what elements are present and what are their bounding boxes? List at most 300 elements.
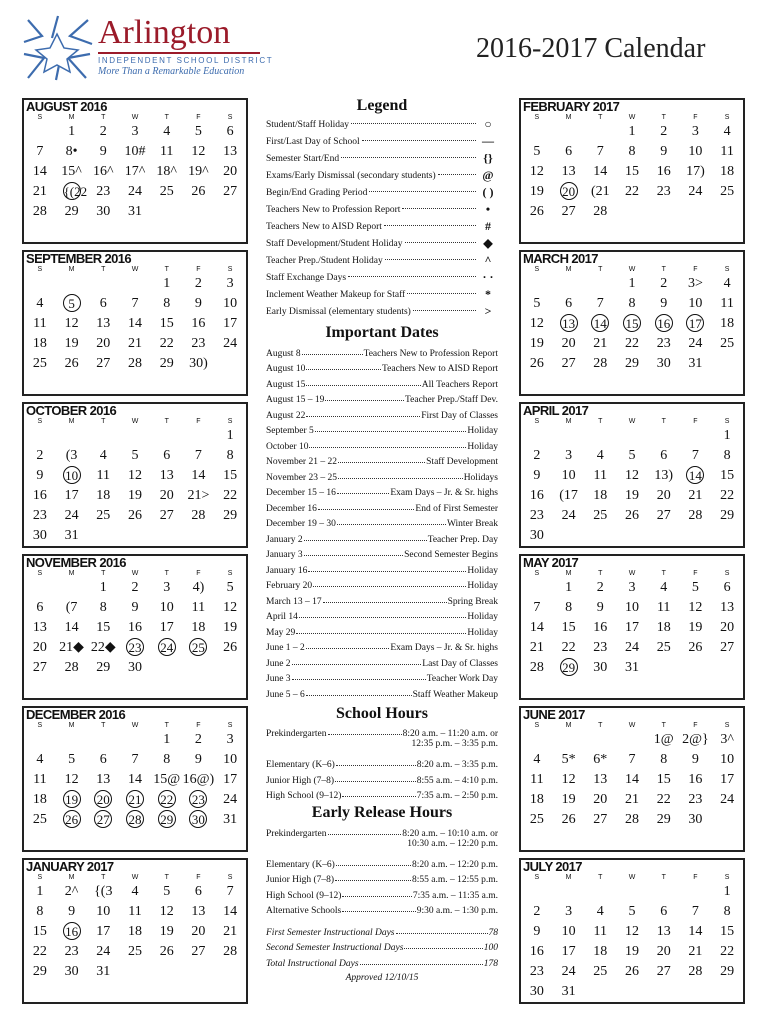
day-cell xyxy=(553,314,585,334)
instructional-value: 78 xyxy=(488,927,498,938)
day-cell: 6 xyxy=(194,884,202,899)
weekday-label: T xyxy=(101,418,106,425)
weekday-label: S xyxy=(227,722,233,729)
weekday-label: M xyxy=(565,874,572,881)
day-cell: 14 xyxy=(223,904,238,919)
day-cell: 13) xyxy=(654,468,674,483)
month-title: AUGUST 2016 xyxy=(26,99,107,114)
day-cell: 5 xyxy=(68,752,76,767)
weekday-label: T xyxy=(164,266,169,273)
day-cell: 18 xyxy=(720,316,735,331)
day-cell: 6 xyxy=(163,448,171,463)
empty-cell xyxy=(553,274,585,294)
empty-cell xyxy=(680,882,712,902)
day-cell: 12 xyxy=(191,144,206,159)
day-cell: 25 xyxy=(96,508,111,523)
weekday-label: T xyxy=(598,114,603,121)
day-grid xyxy=(521,730,743,830)
weekday-label: T xyxy=(661,114,666,121)
day-cell: 25 xyxy=(127,944,142,959)
leader-dots xyxy=(292,679,426,680)
day-cell: 20 xyxy=(32,640,47,655)
date-label: January 16 xyxy=(266,565,308,576)
date-label: October 10 xyxy=(266,441,309,452)
header xyxy=(0,0,768,92)
legend-row xyxy=(266,133,498,150)
date-row xyxy=(266,545,498,561)
day-cell: 22 xyxy=(32,944,47,959)
day-cell: 14 xyxy=(127,316,142,331)
hours-time: 8:20 a.m. – 10:10 a.m. or xyxy=(402,828,498,839)
weekday-label: T xyxy=(101,722,106,729)
day-cell xyxy=(680,314,712,334)
day-cell: 13 xyxy=(223,144,238,159)
day-cell: 22 xyxy=(720,944,735,959)
weekday-label: T xyxy=(101,874,106,881)
weekday-label: S xyxy=(227,114,233,121)
date-label: June 2 xyxy=(266,658,291,669)
date-row xyxy=(266,638,498,654)
date-label: August 8 xyxy=(266,348,301,359)
day-cell: 10 xyxy=(720,752,735,767)
weekday-label: S xyxy=(37,570,43,577)
day-cell: 22 xyxy=(561,640,576,655)
date-label: August 15 – 19 xyxy=(266,395,325,405)
day-grid xyxy=(521,578,743,678)
month-title: DECEMBER 2016 xyxy=(26,707,126,722)
day-cell: 4 xyxy=(131,884,139,899)
day-cell: 11 xyxy=(593,468,608,483)
weekday-label: S xyxy=(724,570,730,577)
day-cell: 23 xyxy=(656,184,671,199)
day-cell: 9 xyxy=(533,468,541,483)
empty-cell xyxy=(56,730,88,750)
day-cell xyxy=(616,314,648,334)
weekday-label: M xyxy=(565,418,572,425)
leader-dots xyxy=(337,524,446,525)
legend-label: Inclement Weather Makeup for Staff xyxy=(266,289,406,300)
day-cell: 7 xyxy=(131,752,139,767)
day-cell: 19 xyxy=(64,336,79,351)
day-cell: 18 xyxy=(32,336,47,351)
day-cell: 26 xyxy=(191,184,206,199)
holiday-circle: 26 xyxy=(63,810,81,828)
day-cell: 23 xyxy=(529,964,544,979)
day-grid xyxy=(521,882,743,1002)
brand-tagline: More Than a Remarkable Education xyxy=(98,66,245,77)
day-cell: 6 xyxy=(99,752,107,767)
month-title: MARCH 2017 xyxy=(523,251,598,266)
day-cell: 29 xyxy=(159,356,174,371)
day-grid xyxy=(24,274,246,374)
day-cell: 24 xyxy=(688,336,703,351)
day-cell: 6 xyxy=(660,904,668,919)
day-cell: 28 xyxy=(32,204,47,219)
holiday-circle: 27 xyxy=(94,810,112,828)
day-cell: 20 xyxy=(191,924,206,939)
day-cell: 12 xyxy=(688,600,703,615)
day-cell: 24 xyxy=(96,944,111,959)
legend-symbol: ^ xyxy=(484,253,492,267)
weekday-label: F xyxy=(693,722,698,729)
day-cell: 14 xyxy=(688,924,703,939)
weekday-label: W xyxy=(131,570,139,577)
day-cell: 11 xyxy=(191,600,206,615)
day-cell: 17 xyxy=(720,772,735,787)
month-title: NOVEMBER 2016 xyxy=(26,555,126,570)
empty-cell xyxy=(87,426,119,446)
day-cell: 11 xyxy=(593,924,608,939)
day-cell: 6 xyxy=(565,144,573,159)
day-cell: 24 xyxy=(64,508,79,523)
leader-dots xyxy=(306,416,420,417)
legend-row xyxy=(266,201,498,218)
day-cell: 15 xyxy=(96,620,111,635)
empty-cell xyxy=(616,426,648,446)
day-cell: 28 xyxy=(688,508,703,523)
date-label: June 1 – 2 xyxy=(266,643,305,653)
date-event: Teacher Work Day xyxy=(426,674,498,684)
day-cell: 8 xyxy=(163,752,171,767)
day-cell: 12 xyxy=(624,468,639,483)
day-cell: 27 xyxy=(32,660,47,675)
legend-row xyxy=(266,218,498,235)
day-cell: 24 xyxy=(127,184,142,199)
weekday-label: M xyxy=(565,722,572,729)
day-cell: 28 xyxy=(593,356,608,371)
day-cell: 21 xyxy=(688,944,703,959)
leader-dots xyxy=(292,664,422,665)
day-cell: 15 xyxy=(656,772,671,787)
important-dates-list xyxy=(266,343,498,700)
day-cell xyxy=(56,294,88,314)
date-label: January 3 xyxy=(266,550,303,560)
day-cell: 20 xyxy=(96,336,111,351)
hours-label: Alternative Schools xyxy=(266,906,342,916)
leader-dots xyxy=(302,354,363,355)
leader-dots xyxy=(348,275,476,277)
day-cell: 14 xyxy=(32,164,47,179)
weekday-label: M xyxy=(68,874,75,881)
day-cell: 3 xyxy=(565,904,573,919)
day-cell: 19 xyxy=(624,944,639,959)
legend-row xyxy=(266,116,498,133)
leader-dots xyxy=(328,734,402,735)
empty-cell xyxy=(56,578,88,598)
early-release-row xyxy=(266,901,498,917)
date-label: September 5 xyxy=(266,426,314,436)
weekday-label: S xyxy=(534,570,540,577)
legend-row xyxy=(266,286,498,303)
holiday-circle: 5 xyxy=(63,294,81,312)
weekday-label: S xyxy=(534,722,540,729)
empty-cell xyxy=(584,882,616,902)
hours-label: Prekindergarten xyxy=(266,729,327,739)
leader-dots xyxy=(323,602,447,603)
day-cell: 23 xyxy=(656,336,671,351)
info-column xyxy=(266,96,498,983)
date-event: Staff Development xyxy=(426,457,498,467)
day-cell: 25 xyxy=(720,184,735,199)
day-cell: 5 xyxy=(628,448,636,463)
weekday-header xyxy=(521,873,743,882)
day-cell: 28 xyxy=(593,204,608,219)
date-event: Winter Break xyxy=(446,519,498,529)
leader-dots xyxy=(342,796,415,797)
day-cell xyxy=(183,810,215,830)
weekday-header xyxy=(521,417,743,426)
weekday-header xyxy=(24,265,246,274)
date-event: Holidays xyxy=(463,472,498,483)
date-label: December 15 – 16 xyxy=(266,488,336,498)
day-cell: 4 xyxy=(36,752,44,767)
date-row xyxy=(266,622,498,638)
day-cell: 22 xyxy=(624,184,639,199)
day-cell xyxy=(119,638,151,658)
leader-dots xyxy=(338,462,425,463)
day-cell: 13 xyxy=(96,316,111,331)
day-cell: 22 xyxy=(624,336,639,351)
day-cell: 5 xyxy=(691,580,699,595)
day-cell: 25 xyxy=(593,964,608,979)
date-row xyxy=(266,498,498,514)
school-hours-row xyxy=(266,770,498,786)
day-cell: 6 xyxy=(723,580,731,595)
day-cell: 11 xyxy=(656,600,671,615)
month-calendar xyxy=(22,554,248,700)
day-cell: 26 xyxy=(624,508,639,523)
day-cell: 19 xyxy=(688,620,703,635)
weekday-label: W xyxy=(628,266,636,273)
date-label: August 22 xyxy=(266,410,306,421)
weekday-header xyxy=(24,721,246,730)
empty-cell xyxy=(56,274,88,294)
day-grid xyxy=(521,274,743,374)
day-cell: 21◆ xyxy=(59,640,84,655)
day-cell: 26 xyxy=(561,812,576,827)
day-cell: 18 xyxy=(720,164,735,179)
holiday-circle: 14 xyxy=(686,466,704,484)
day-cell: 30 xyxy=(593,660,608,675)
day-cell: 20 xyxy=(656,488,671,503)
weekday-header xyxy=(521,113,743,122)
early-release-list xyxy=(266,823,498,916)
day-cell: 21 xyxy=(688,488,703,503)
day-cell: 16 xyxy=(656,164,671,179)
leader-dots xyxy=(328,834,402,835)
day-cell: 28 xyxy=(688,964,703,979)
day-cell: 9 xyxy=(131,600,139,615)
date-label: November 21 – 22 xyxy=(266,457,337,467)
holiday-circle: 17 xyxy=(686,314,704,332)
day-cell: 2 xyxy=(194,732,202,747)
date-event: End of First Semester xyxy=(415,503,498,514)
day-cell: 23 xyxy=(32,508,47,523)
day-cell: 22 xyxy=(720,488,735,503)
day-cell: 20 xyxy=(656,944,671,959)
day-cell: 4 xyxy=(596,904,604,919)
month-calendar xyxy=(519,250,745,396)
day-cell: 1 xyxy=(163,276,171,291)
date-label: February 20 xyxy=(266,581,313,591)
weekday-header xyxy=(24,873,246,882)
hours-label: High School (9–12) xyxy=(266,890,342,901)
day-cell: 16 xyxy=(191,316,206,331)
weekday-label: T xyxy=(101,114,106,121)
leader-dots xyxy=(402,207,476,209)
day-cell: 5 xyxy=(163,884,171,899)
weekday-label: W xyxy=(131,874,139,881)
date-event: Holiday xyxy=(467,627,498,638)
day-cell: 8 xyxy=(628,144,636,159)
day-cell: 18 xyxy=(96,488,111,503)
day-cell: 7 xyxy=(596,296,604,311)
leader-dots xyxy=(309,447,466,448)
month-calendar xyxy=(22,858,248,1004)
day-cell: 20 xyxy=(159,488,174,503)
empty-cell xyxy=(584,274,616,294)
weekday-label: S xyxy=(37,722,43,729)
leader-dots xyxy=(335,880,411,881)
month-title: APRIL 2017 xyxy=(523,403,589,418)
month-title: OCTOBER 2016 xyxy=(26,403,117,418)
instructional-label: Second Semester Instructional Days xyxy=(266,943,404,953)
hours-time: 8:55 a.m. – 12:55 p.m. xyxy=(411,875,498,885)
day-cell: 30 xyxy=(529,984,544,999)
empty-cell xyxy=(151,426,183,446)
day-cell: 13 xyxy=(96,772,111,787)
leader-dots xyxy=(337,493,389,494)
day-grid xyxy=(24,882,246,982)
month-title: JULY 2017 xyxy=(523,859,582,874)
day-cell xyxy=(151,638,183,658)
day-cell xyxy=(119,790,151,810)
day-cell: 3 xyxy=(628,580,636,595)
leader-dots xyxy=(342,911,416,912)
weekday-label: S xyxy=(227,266,233,273)
day-cell: 28 xyxy=(223,944,238,959)
day-cell xyxy=(119,810,151,830)
date-label: January 2 xyxy=(266,534,303,545)
day-cell: 7 xyxy=(691,448,699,463)
day-cell: 24 xyxy=(223,792,238,807)
date-label: April 14 xyxy=(266,612,298,622)
day-cell: 7 xyxy=(194,448,202,463)
day-cell: 2 xyxy=(99,124,107,139)
date-event: All Teachers Report xyxy=(421,379,498,390)
weekday-label: M xyxy=(565,266,572,273)
weekday-label: W xyxy=(628,722,636,729)
weekday-header xyxy=(24,417,246,426)
day-cell: 23 xyxy=(688,792,703,807)
date-row xyxy=(266,607,498,623)
empty-cell xyxy=(584,730,616,750)
empty-cell xyxy=(119,730,151,750)
leader-dots xyxy=(296,633,466,634)
weekday-label: S xyxy=(534,266,540,273)
date-event: Teachers New to Profession Report xyxy=(363,348,498,359)
day-cell: 9 xyxy=(691,752,699,767)
day-cell: 12 xyxy=(624,924,639,939)
month-calendar xyxy=(519,858,745,1004)
day-cell: 10 xyxy=(561,468,576,483)
legend-symbol: {} xyxy=(483,151,493,165)
legend-label: Semester Start/End xyxy=(266,153,340,164)
day-cell: 4 xyxy=(723,124,731,139)
day-cell: 15 xyxy=(32,924,47,939)
day-cell: 7 xyxy=(131,296,139,311)
legend-row xyxy=(266,167,498,184)
leader-dots xyxy=(306,369,381,370)
weekday-label: F xyxy=(693,114,698,121)
date-label: May 29 xyxy=(266,627,296,638)
hours-label: Junior High (7–8) xyxy=(266,875,335,885)
day-cell: 27 xyxy=(593,812,608,827)
day-cell: 19 xyxy=(223,620,238,635)
day-cell: 17 xyxy=(96,924,111,939)
holiday-circle: 16 xyxy=(655,314,673,332)
empty-cell xyxy=(553,730,585,750)
holiday-circle: 30 xyxy=(189,810,207,828)
day-cell xyxy=(87,790,119,810)
day-cell: 19 xyxy=(529,184,544,199)
legend-row xyxy=(266,269,498,286)
day-cell: 5 xyxy=(226,580,234,595)
date-label: March 13 – 17 xyxy=(266,596,322,607)
legend-label: Staff Exchange Days xyxy=(266,272,347,283)
day-cell: 12 xyxy=(561,772,576,787)
weekday-label: S xyxy=(37,266,43,273)
day-cell: 21 xyxy=(32,184,47,199)
day-cell: {(3 xyxy=(94,884,113,899)
leader-dots xyxy=(318,509,415,510)
day-cell: 17) xyxy=(686,164,705,179)
day-cell: 3 xyxy=(226,276,234,291)
month-calendar xyxy=(519,402,745,548)
weekday-label: T xyxy=(164,418,169,425)
day-cell: 29 xyxy=(32,964,47,979)
leader-dots xyxy=(304,540,427,541)
day-cell: 19 xyxy=(529,336,544,351)
legend-symbol: ( ) xyxy=(482,185,494,199)
day-cell: 1 xyxy=(36,884,44,899)
day-cell: 28 xyxy=(624,812,639,827)
day-cell: 18 xyxy=(593,944,608,959)
empty-cell xyxy=(56,426,88,446)
day-cell: 25 xyxy=(720,336,735,351)
month-calendar xyxy=(519,554,745,700)
day-cell: 31 xyxy=(96,964,111,979)
leader-dots xyxy=(336,865,411,866)
day-cell: 27 xyxy=(720,640,735,655)
hours-time: 8:20 a.m. – 12:20 p.m. xyxy=(411,859,498,870)
date-row xyxy=(266,359,498,375)
date-event: Second Semester Begins xyxy=(404,550,498,560)
weekday-label: T xyxy=(598,874,603,881)
day-cell: 4 xyxy=(660,580,668,595)
day-cell: 5 xyxy=(533,144,541,159)
day-cell: 9 xyxy=(660,144,668,159)
date-row xyxy=(266,653,498,669)
page-title: 2016-2017 Calendar xyxy=(476,33,706,64)
day-cell: 27 xyxy=(561,204,576,219)
legend-symbol: > xyxy=(484,304,492,318)
day-cell: 16@) xyxy=(182,772,215,787)
hours-time: 8:55 a.m. – 4:10 p.m. xyxy=(416,775,498,786)
day-cell: 16 xyxy=(688,772,703,787)
day-cell: 29 xyxy=(720,508,735,523)
day-cell: 18 xyxy=(593,488,608,503)
